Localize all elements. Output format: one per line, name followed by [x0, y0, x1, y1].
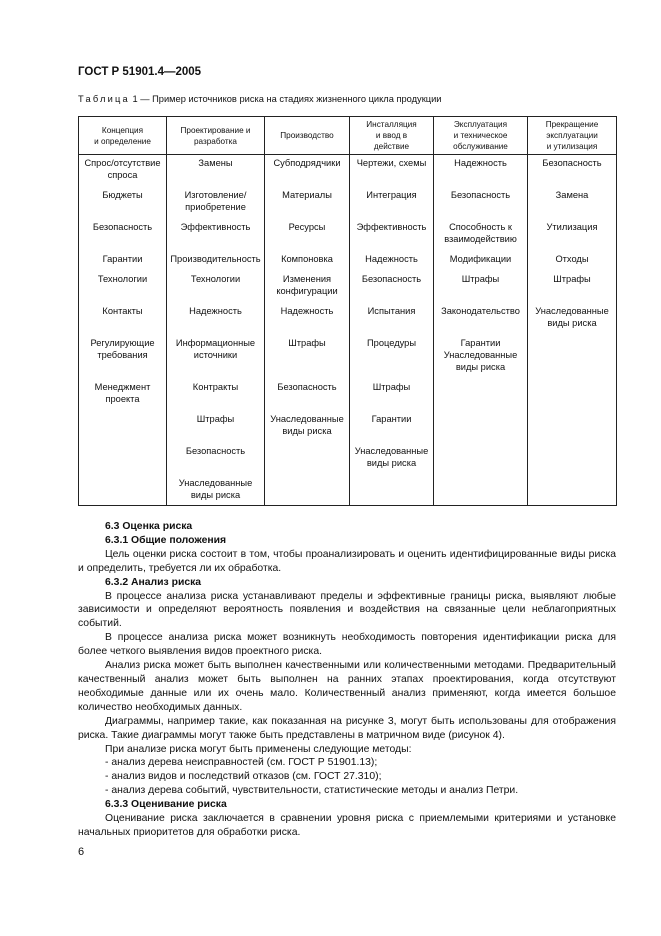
table-row — [79, 251, 617, 271]
table-row — [79, 411, 617, 443]
paragraph: Диаграммы, например такие, как показанная на рисунке 3, могут быть использованы для отображения риска. Такие диаграммы могут также быть представлены в матричном виде (рисунок 4). — [78, 715, 616, 741]
table-cell: Надежность — [350, 251, 434, 271]
table-cell: Замены — [167, 155, 265, 188]
table-cell: Гарантии — [79, 251, 167, 271]
column-header-label: Инсталляция и ввод в действие — [366, 120, 417, 151]
list-item: - анализ видов и последствий отказов (см. ГОСТ 27.310); — [105, 771, 382, 783]
table-cell: Надежность — [434, 155, 528, 188]
section-body — [78, 520, 616, 840]
subsection-heading: 6.3.1 Общие положения — [105, 534, 227, 546]
paragraph: Анализ риска может быть выполнен качественными или количественными методами. Предварительный качественный анализ может быть выполнен на ранних этапах проектирования, когда отсутствуют необходимые данные или их очень мало. Количественный анализ применяют, когда имеется большое количество необходимых данных. — [78, 660, 616, 713]
table-row — [79, 303, 617, 335]
table-cell: Компоновка — [265, 251, 350, 271]
column-header-label: Проектирование и разработка — [180, 125, 251, 146]
table-cell — [528, 335, 617, 379]
column-header — [265, 117, 350, 155]
table-cell: Эффективность — [167, 219, 265, 251]
table-cell: Штрафы — [434, 271, 528, 303]
page-number: 6 — [78, 846, 85, 858]
table-cell: Надежность — [265, 303, 350, 335]
table-cell: Безопасность — [528, 155, 617, 188]
table-cell: Изготовление/ приобретение — [167, 187, 265, 219]
table-cell: Контакты — [79, 303, 167, 335]
table-cell — [79, 443, 167, 475]
table-row — [79, 443, 617, 475]
table-cell: Безопасность — [167, 443, 265, 475]
table-row — [79, 379, 617, 411]
document-header: ГОСТ Р 51901.4—2005 — [78, 66, 202, 78]
table-cell: Спрос/отсутствие спроса — [79, 155, 167, 188]
table-cell — [79, 411, 167, 443]
table-row — [79, 475, 617, 506]
table-cell: Способность к взаимодействию — [434, 219, 528, 251]
table-cell: Штрафы — [528, 271, 617, 303]
column-header-label: Эксплуатация и техническое обслуживание — [453, 120, 508, 151]
table-cell: Безопасность — [434, 187, 528, 219]
table-cell: Испытания — [350, 303, 434, 335]
table-cell: Утилизация — [528, 219, 617, 251]
table-cell — [528, 475, 617, 506]
column-header — [167, 117, 265, 155]
column-header-label: Прекращение эксплуатации и утилизация — [545, 120, 599, 151]
table-cell: Гарантии Унаследованные виды риска — [434, 335, 528, 379]
table-cell: Эффективность — [350, 219, 434, 251]
table-cell: Регулирующие требования — [79, 335, 167, 379]
table-cell: Безопасность — [79, 219, 167, 251]
paragraph: Цель оценки риска состоит в том, чтобы проанализировать и оценить идентифицированные виды риска и определить, требуется ли их обработка. — [78, 548, 616, 574]
table-cell: Безопасность — [350, 271, 434, 303]
caption-label: Таблица — [78, 94, 130, 104]
table-cell: Законодательство — [434, 303, 528, 335]
paragraph: Оценивание риска заключается в сравнении уровня риска с приемлемыми критериями и установке начальных приоритетов для обработки риска. — [78, 813, 616, 838]
table-row — [79, 187, 617, 219]
table-cell — [528, 443, 617, 475]
table-cell — [265, 475, 350, 506]
table-cell: Отходы — [528, 251, 617, 271]
table-cell — [434, 411, 528, 443]
table-cell — [434, 379, 528, 411]
section-heading: 6.3 Оценка риска — [105, 521, 193, 532]
table-row — [79, 335, 617, 379]
column-header — [79, 117, 167, 155]
subsection-heading: 6.3.3 Оценивание риска — [105, 799, 227, 811]
table-cell: Производительность — [167, 251, 265, 271]
table-cell: Технологии — [79, 271, 167, 303]
table-cell: Замена — [528, 187, 617, 219]
risk-sources-table — [78, 116, 617, 506]
table-row — [79, 219, 617, 251]
paragraph: В процессе анализа риска может возникнуть необходимость повторения идентификации риска для более четкого выявления видов проектного риска. — [78, 632, 616, 658]
table-cell — [528, 379, 617, 411]
table-caption — [78, 94, 442, 104]
table-cell: Интеграция — [350, 187, 434, 219]
list-item: - анализ дерева событий, чувствительности, статистические методы и анализ Петри. — [105, 785, 519, 797]
table-cell: Унаследованные виды риска — [350, 443, 434, 475]
subsection-heading: 6.3.2 Анализ риска — [105, 576, 202, 588]
table-cell: Унаследованные виды риска — [167, 475, 265, 506]
list-item: - анализ дерева неисправностей (см. ГОСТ Р 51901.13); — [105, 757, 378, 769]
table-header-row — [79, 117, 617, 155]
table-cell: Субподрядчики — [265, 155, 350, 188]
table-cell: Гарантии — [350, 411, 434, 443]
table-cell: Унаследованные виды риска — [528, 303, 617, 335]
table-cell: Безопасность — [265, 379, 350, 411]
table-cell: Штрафы — [265, 335, 350, 379]
table-cell: Унаследованные виды риска — [265, 411, 350, 443]
table-cell: Штрафы — [167, 411, 265, 443]
table-cell: Контракты — [167, 379, 265, 411]
table-cell: Изменения конфигурации — [265, 271, 350, 303]
table-cell — [434, 475, 528, 506]
caption-number: 1 — [132, 94, 138, 104]
table-cell — [79, 475, 167, 506]
caption-text: — Пример источников риска на стадиях жизненного цикла продукции — [140, 94, 442, 104]
table-cell: Чертежи, схемы — [350, 155, 434, 188]
column-header — [434, 117, 528, 155]
paragraph: При анализе риска могут быть применены следующие методы: — [105, 743, 412, 755]
table-cell: Менеджмент проекта — [79, 379, 167, 411]
table-cell: Материалы — [265, 187, 350, 219]
table-cell: Процедуры — [350, 335, 434, 379]
table-cell: Надежность — [167, 303, 265, 335]
table-cell: Ресурсы — [265, 219, 350, 251]
column-header-label: Производство — [280, 131, 334, 140]
table-cell: Информационные источники — [167, 335, 265, 379]
table-cell — [528, 411, 617, 443]
table-cell: Технологии — [167, 271, 265, 303]
table-cell — [434, 443, 528, 475]
paragraph: В процессе анализа риска устанавливают пределы и эффективные границы риска, выявляют любые зависимости и определяют вероятность появления и воздействия на связанные цели неблагоприятных событий. — [78, 590, 616, 630]
column-header — [350, 117, 434, 155]
table-cell: Модификации — [434, 251, 528, 271]
column-header — [528, 117, 617, 155]
table-row — [79, 155, 617, 188]
table-cell: Бюджеты — [79, 187, 167, 219]
column-header-label: Концепция и определение — [94, 125, 151, 146]
table-cell — [265, 443, 350, 475]
table-row — [79, 271, 617, 303]
table-cell: Штрафы — [350, 379, 434, 411]
table-cell — [350, 475, 434, 506]
